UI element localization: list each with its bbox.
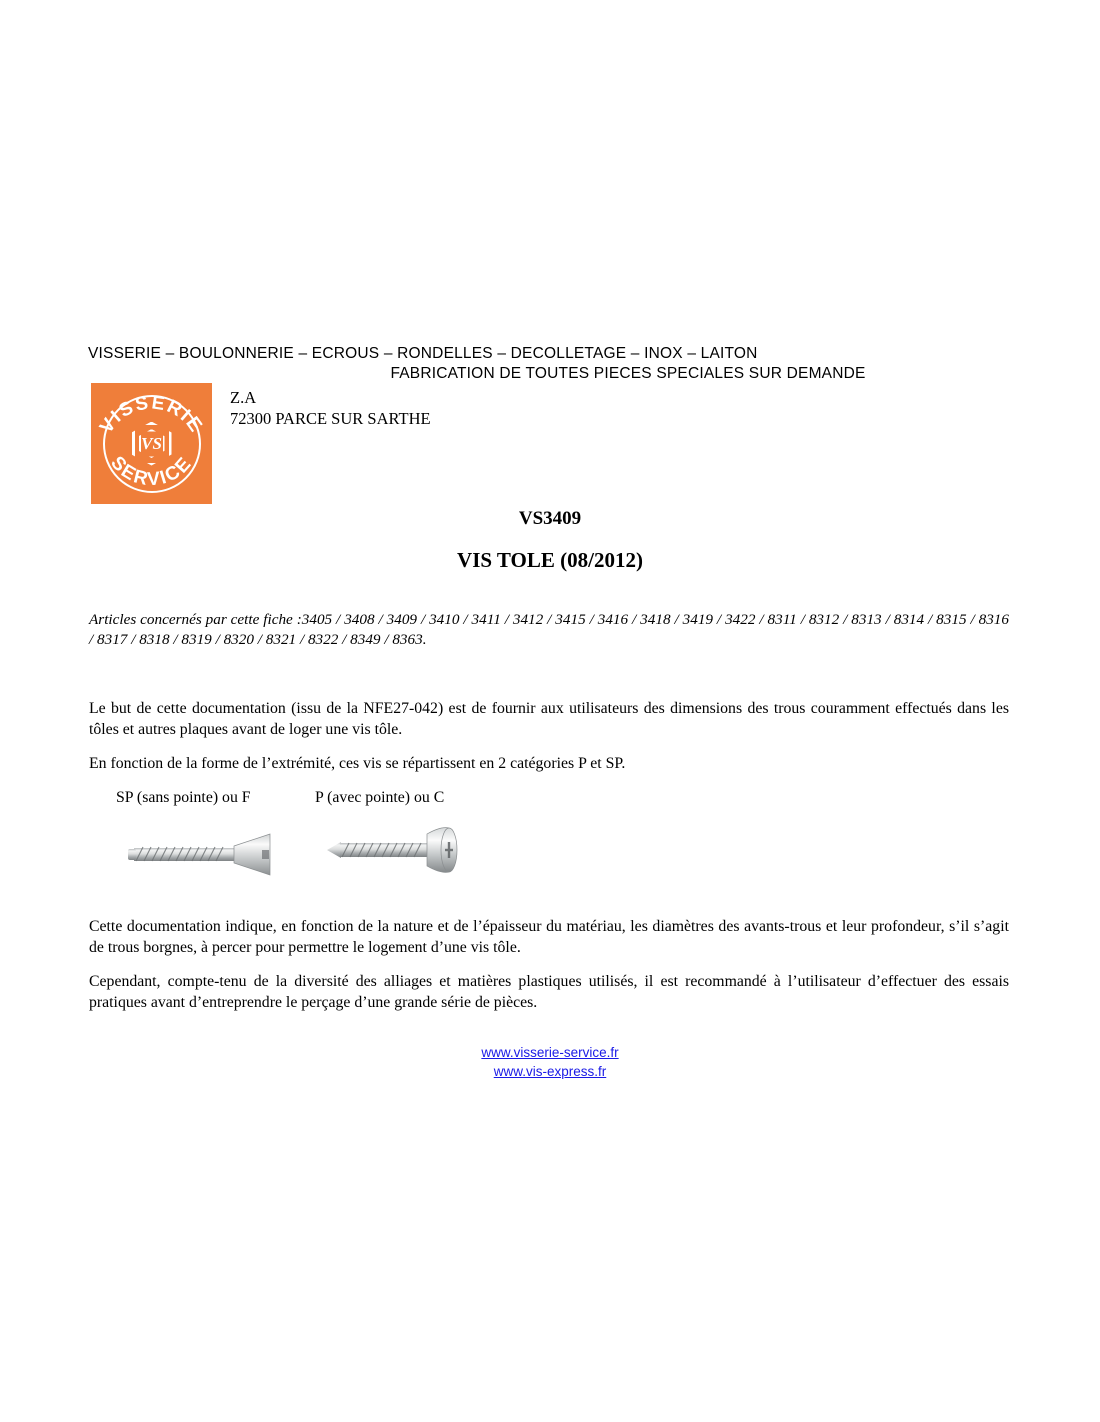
footer-links xyxy=(0,1043,1100,1081)
logo-top-text: VISSERIE xyxy=(96,392,207,438)
articles-note: Articles concernés par cette fiche :3405 / 3408 / 3409 / 3410 / 3411 / 3412 / 3415 / 3416 / 3418 / 3419 / 3422 / 8311 / 8312 / 8313 / 8314 / 8315 / 8316 / 8317 / 8318 / 8319 / 8320 / 8321 / 8322 / 8349 / 8363. xyxy=(89,611,1009,648)
link-vis-express[interactable]: www.vis-express.fr xyxy=(493,1064,607,1079)
screw-sp-countersunk-image xyxy=(122,828,272,880)
document-code: VS3409 xyxy=(518,508,582,529)
category-label-sp: SP (sans pointe) ou F xyxy=(116,789,251,806)
company-activities-line: VISSERIE – BOULONNERIE – ECROUS – RONDELLES – DECOLLETAGE – INOX – LAITON xyxy=(88,345,758,362)
paragraph-documentation-scope: Cette documentation indique, en fonction de la nature et de l’épaisseur du matériau, les diamètres des avants-trous et leur profondeur, s’il s’agit de trous borgnes, à percer pour permettre le logement d’une vis tôle. xyxy=(89,918,1009,956)
paragraph-recommendation: Cependant, compte-tenu de la diversité des alliages et matières plastiques utilisés, il est recommandé à l’utilisateur d’effectuer des essais pratiques avant d’entreprendre le perçage d’une grande série de pièces. xyxy=(89,973,1009,1011)
screw-p-pan-head-image xyxy=(325,820,460,880)
company-address xyxy=(230,387,431,429)
logo-bottom-text: SERVICE xyxy=(106,452,197,491)
link-visserie-service[interactable]: www.visserie-service.fr xyxy=(481,1045,619,1060)
address-line-2: 72300 PARCE SUR SARTHE xyxy=(230,409,431,428)
logo-monogram: VS xyxy=(141,433,162,453)
paragraph-categories: En fonction de la forme de l’extrémité, ces vis se répartissent en 2 catégories P et SP. xyxy=(89,755,626,772)
address-line-1: Z.A xyxy=(230,388,257,407)
paragraph-purpose: Le but de cette documentation (issu de la NFE27-042) est de fournir aux utilisateurs des dimensions des trous couramment effectués dans les tôles et autres plaques avant de loger une vis tôle. xyxy=(89,700,1009,738)
company-logo xyxy=(91,383,212,504)
company-tagline: FABRICATION DE TOUTES PIECES SPECIALES SUR DEMANDE xyxy=(390,365,866,382)
company-header xyxy=(88,345,1018,383)
category-label-p: P (avec pointe) ou C xyxy=(315,789,445,806)
document-title: VIS TOLE (08/2012) xyxy=(457,548,643,572)
